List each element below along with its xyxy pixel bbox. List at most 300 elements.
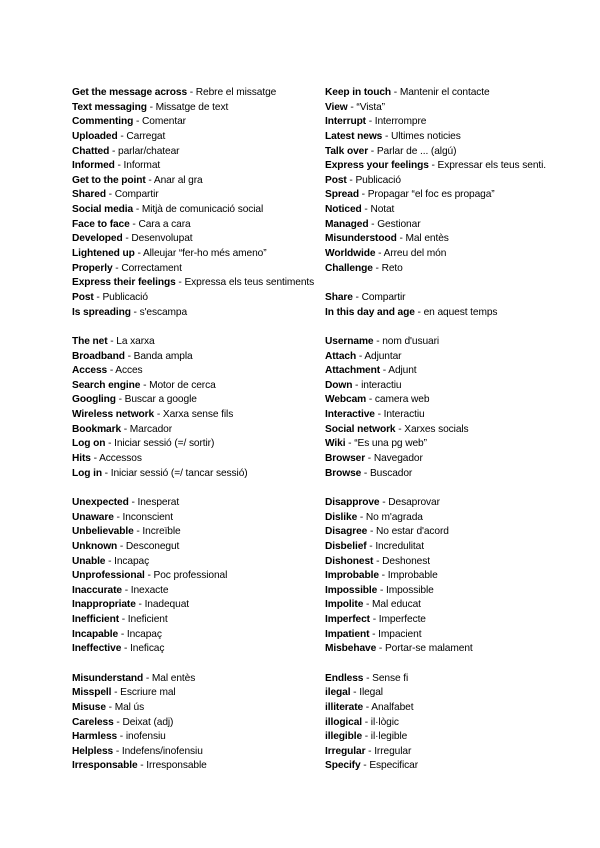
separator: - [154,409,163,421]
vocab-entry [325,291,597,306]
vocab-term: Chatted [72,145,110,157]
vocab-term: Shared [72,189,106,201]
separator: - [377,584,386,596]
separator: - [146,101,156,113]
right-column [325,86,597,789]
vocab-translation: Deshonest [382,555,430,567]
vocab-term: Managed [325,218,369,230]
separator: - [112,262,122,274]
vocab-translation: Desconegut [125,540,180,552]
vocab-translation: Inesperat [137,496,180,508]
vocab-term: Post [72,291,94,303]
separator: - [391,87,400,98]
vocab-entry [325,525,597,540]
vocab-translation: Iniciar sessió (=/ tancar sessió) [110,467,248,479]
separator: - [122,233,132,245]
vocab-term: Disbelief [325,540,367,552]
separator: - [382,130,391,142]
vocab-translation: Xarxes socials [404,423,469,435]
vocab-entry [325,130,597,145]
vocab-term: Interrupt [325,116,366,128]
separator: - [396,233,406,245]
vocab-term: Helpless [72,745,114,757]
separator: - [133,526,143,538]
vocab-translation: Xarxa sense fils [162,409,234,421]
vocab-term: Browse [325,467,362,479]
vocab-translation: Incapaç [114,555,150,567]
vocab-term: Text messaging [72,101,147,113]
separator: - [358,189,368,201]
vocab-term: Impossible [325,584,378,596]
vocab-translation: Ineficient [127,614,168,626]
separator: - [374,409,384,421]
vocab-translation: Ultimes noticies [390,130,461,142]
vocab-entry [325,350,597,365]
vocab-term: Wiki [325,438,346,450]
vocab-translation: Arreu del món [383,248,447,260]
vocab-term: Careless [72,716,114,728]
vocab-translation: Desenvolupat [131,233,193,245]
vocab-translation: Cara a cara [138,218,191,230]
vocab-entry [325,467,597,482]
separator: - [93,291,103,303]
separator: - [175,277,185,289]
vocab-term: Username [325,335,374,347]
vocab-translation: Incapaç [126,628,162,640]
vocab-term: Irregular [325,745,366,757]
vocab-entry [325,159,597,174]
vocab-term: Inefficient [72,614,120,626]
vocab-translation: Informat [123,160,161,172]
vocab-term: Share [325,291,353,303]
vocab-entry [325,306,597,321]
vocab-translation: Notat [370,204,395,216]
vocab-term: Specify [325,760,361,772]
vocab-term: Unknown [72,540,118,552]
vocab-translation: Portar-se malament [384,643,473,655]
vocab-block [325,672,597,774]
vocab-term: Social network [325,423,396,435]
separator: - [113,716,123,728]
vocab-translation: Analfabet [371,701,414,713]
vocab-translation: “Vista” [356,101,385,113]
vocab-term: Browser [325,453,366,465]
vocab-entry [325,232,597,247]
separator: - [428,160,438,172]
vocab-term: Properly [72,262,113,274]
vocab-translation: Propagar “el foc es propaga” [367,189,495,201]
vocab-entry [325,408,597,423]
vocab-translation: Carregat [126,130,166,142]
separator: - [130,306,140,318]
separator: - [134,248,143,260]
separator: - [113,511,123,523]
vocab-entry [325,364,597,379]
vocab-translation: Mitjà de comunicació social [141,204,264,216]
vocab-entry [325,145,597,160]
vocab-entry [325,701,597,716]
vocab-term: In this day and age [325,306,415,318]
vocab-entry [325,276,597,291]
vocab-block [325,86,597,320]
separator: - [121,423,130,435]
vocab-term: Dislike [325,511,358,523]
separator: - [90,453,100,465]
separator: - [372,262,382,274]
vocab-term: Latest news [325,130,383,142]
vocab-term: Broadband [72,350,125,362]
vocab-term: Get the message across [72,87,188,98]
vocab-translation: Interrompre [374,116,427,128]
vocab-term: The net [72,335,108,347]
vocab-entry [325,423,597,438]
vocab-translation: Iniciar sessió (=/ sortir) [114,438,215,450]
separator: - [363,701,372,713]
vocab-entry [325,174,597,189]
vocab-term: Misunderstand [72,672,144,684]
vocab-translation: Inexacte [130,584,169,596]
vocab-translation: Impacient [378,628,422,640]
vocab-translation: Increïble [142,526,181,538]
separator: - [352,291,362,303]
separator: - [366,394,375,406]
vocab-translation: Acces [115,365,143,377]
vocab-translation: Sense fi [372,672,409,684]
vocab-entry [325,642,597,657]
vocab-translation: Deixat (adj) [122,716,174,728]
vocab-translation: Reto [381,262,403,274]
separator: - [363,672,373,684]
vocab-entry [325,86,597,101]
vocab-translation: Marcador [129,423,173,435]
separator: - [365,116,375,128]
separator: - [414,306,424,318]
vocab-term: Ineffective [72,643,122,655]
separator: - [368,218,378,230]
vocab-entry [325,613,597,628]
vocab-translation: Mal entès [151,672,196,684]
vocab-term: Unbelievable [72,526,134,538]
vocab-term: Misunderstood [325,233,397,245]
vocab-term: Irresponsable [72,760,138,772]
vocab-entry [325,511,597,526]
separator: - [119,614,128,626]
vocab-translation: Impossible [385,584,434,596]
vocab-translation: Adjunt [388,365,417,377]
vocab-term: Webcam [325,394,367,406]
vocab-translation: parlar/chatear [118,145,180,157]
separator: - [376,643,385,655]
vocab-entry [325,716,597,731]
vocab-translation: il·lògic [370,716,399,728]
vocab-term: Log in [72,467,102,479]
vocab-term: Improbable [325,570,379,582]
vocab-entry [325,730,597,745]
separator: - [105,438,115,450]
separator: - [379,496,389,508]
vocab-entry [325,745,597,760]
vocab-entry [325,598,597,613]
vocab-translation: La xarxa [116,335,155,347]
vocab-translation: Comentar [142,116,186,128]
vocab-term: Keep in touch [325,87,392,98]
vocab-translation: nom d'usuari [382,335,440,347]
vocab-translation: Escriure mal [120,687,176,699]
vocab-term: Interactive [325,409,375,421]
vocab-translation: Desaprovar [388,496,440,508]
vocab-translation: Rebre el missatge [195,87,277,98]
vocab-term: Unprofessional [72,570,145,582]
vocab-term: Inaccurate [72,584,122,596]
separator: - [356,350,365,362]
vocab-entry [325,335,597,350]
vocab-translation: inofensiu [125,731,166,743]
vocab-translation: Mal educat [372,599,421,611]
separator: - [105,701,115,713]
separator: - [347,101,357,113]
vocab-entry [325,569,597,584]
vocab-term: Post [325,174,347,186]
vocab-entry [325,115,597,130]
separator: - [395,423,405,435]
separator: - [133,116,143,128]
separator: - [114,160,124,172]
separator: - [369,614,379,626]
vocab-term: Googling [72,394,116,406]
vocab-translation: Irresponsable [146,760,207,772]
vocab-translation: Alleujar “fer-ho més ameno” [142,248,267,260]
vocab-translation: Publicació [102,291,148,303]
vocab-entry [325,101,597,116]
separator: - [117,540,126,552]
vocab-translation: Compartir [361,291,406,303]
vocab-translation: Anar al gra [153,174,203,186]
vocab-term: Misuse [72,701,106,713]
vocab-translation: Navegador [373,453,423,465]
separator: - [380,365,389,377]
vocab-entry [325,540,597,555]
separator: - [117,130,127,142]
vocab-translation: Interactiu [383,409,425,421]
vocab-entry [325,686,597,701]
vocab-term: illiterate [325,701,364,713]
vocab-translation: Poc professional [153,570,228,582]
vocab-translation: Mal entès [405,233,449,245]
vocab-translation: Mantenir el contacte [399,87,490,98]
vocab-entry [325,203,597,218]
separator: - [140,379,150,391]
vocab-term: View [325,101,348,113]
separator: - [369,628,379,640]
vocab-term: Down [325,379,353,391]
vocab-entry [325,555,597,570]
vocab-term: Unable [72,555,106,567]
vocab-translation: Missatge de text [155,101,229,113]
vocab-term: Dishonest [325,555,374,567]
vocab-translation: Especificar [369,760,419,772]
vocab-term: Inappropriate [72,599,136,611]
vocab-term: Worldwide [325,248,376,260]
separator: - [361,204,371,216]
vocab-entry [325,393,597,408]
vocab-entry [325,496,597,511]
vocab-term: Misbehave [325,643,377,655]
separator: - [117,731,126,743]
vocab-term: Impolite [325,599,364,611]
vocab-term: Attach [325,350,357,362]
vocab-term: Is spreading [72,306,131,318]
separator: - [143,672,152,684]
vocab-term: Social media [72,204,134,216]
separator: - [144,570,154,582]
vocab-entry [325,672,597,687]
vocab-translation: Buscar a google [124,394,197,406]
vocab-translation: Indefens/inofensiu [121,745,203,757]
separator: - [111,687,121,699]
vocab-entry [325,452,597,467]
vocab-term: ilegal [325,687,351,699]
vocab-translation: il·legible [370,731,408,743]
vocab-entry [325,188,597,203]
separator: - [365,745,375,757]
vocab-entry [325,218,597,233]
separator: - [115,394,125,406]
vocab-term: Lightened up [72,248,135,260]
vocab-translation: Ineficaç [130,643,165,655]
separator: - [365,453,374,465]
vocab-translation: Ilegal [359,687,383,699]
vocab-entry [325,437,597,452]
vocab-entry [325,379,597,394]
separator: - [373,335,383,347]
separator: - [187,87,196,98]
separator: - [378,570,388,582]
separator: - [145,174,154,186]
separator: - [129,218,139,230]
vocab-translation: Publicació [355,174,401,186]
separator: - [121,584,131,596]
separator: - [362,731,371,743]
vocab-translation: Expressa els teus sentiments [184,277,315,289]
vocab-term: Log on [72,438,106,450]
vocab-term: Disapprove [325,496,380,508]
vocab-term: Spread [325,189,359,201]
separator: - [101,467,111,479]
separator: - [105,555,115,567]
separator: - [357,511,366,523]
separator: - [361,467,370,479]
vocab-entry [325,262,597,277]
vocab-term: Bookmark [72,423,122,435]
separator: - [346,174,356,186]
vocab-term: Attachment [325,365,381,377]
vocab-term: Wireless network [72,409,155,421]
vocab-term: Unexpected [72,496,129,508]
vocab-term: Get to the point [72,174,146,186]
separator: - [107,335,117,347]
vocab-translation: Parlar de ... (algú) [376,145,457,157]
separator: - [366,540,376,552]
separator: - [375,248,384,260]
vocab-term: Developed [72,233,123,245]
vocab-translation: Inadequat [144,599,189,611]
separator: - [107,365,116,377]
vocab-translation: Gestionar [377,218,421,230]
vocab-translation: No m'agrada [365,511,423,523]
vocab-term: Search engine [72,379,141,391]
separator: - [373,555,383,567]
separator: - [363,599,373,611]
vocab-translation: Imperfecte [378,614,426,626]
separator: - [345,438,355,450]
vocab-translation: Incredulitat [375,540,424,552]
separator: - [118,628,127,640]
separator: - [105,189,115,201]
separator: - [135,599,145,611]
vocab-term: Impatient [325,628,370,640]
vocab-term: Endless [325,672,364,684]
vocab-translation: Accessos [99,453,142,465]
vocab-translation: en aquest temps [423,306,498,318]
vocab-term: illegible [325,731,363,743]
separator: - [352,379,362,391]
vocab-translation: Mal ús [114,701,145,713]
vocab-translation: Improbable [387,570,438,582]
vocab-term: Express their feelings [72,277,176,289]
separator: - [360,760,370,772]
vocab-translation: Irregular [374,745,412,757]
vocab-term: Noticed [325,204,362,216]
separator: - [109,145,118,157]
vocab-translation: No estar d'acord [376,526,449,538]
vocab-translation: Adjuntar [364,350,402,362]
vocab-translation: Buscador [369,467,413,479]
vocab-translation: Correctament [121,262,182,274]
vocab-term: illogical [325,716,363,728]
vocab-term: Commenting [72,116,134,128]
vocab-translation: Compartir [114,189,159,201]
vocab-entry [325,584,597,599]
vocab-entry [325,247,597,262]
separator: - [368,145,377,157]
vocab-translation: interactiu [361,379,402,391]
vocab-translation: Inconscient [122,511,173,523]
separator: - [121,643,131,655]
vocab-term: Harmless [72,731,118,743]
vocab-block [325,496,597,657]
separator: - [137,760,147,772]
vocab-translation: s'escampa [139,306,188,318]
vocab-term: Talk over [325,145,369,157]
vocab-term: Unaware [72,511,114,523]
vocab-term: Access [72,365,108,377]
separator: - [350,687,360,699]
vocab-term: Challenge [325,262,373,274]
vocab-entry [325,759,597,774]
vocab-term: Incapable [72,628,119,640]
vocab-translation: Motor de cerca [149,379,216,391]
vocab-translation: Banda ampla [133,350,193,362]
vocab-term: Face to face [72,218,130,230]
vocab-translation: “Es una pg web” [354,438,427,450]
vocab-block [325,335,597,481]
vocab-term: Misspell [72,687,112,699]
separator: - [362,716,371,728]
separator: - [133,204,142,216]
separator: - [124,350,134,362]
vocab-term: Hits [72,453,91,465]
separator: - [128,496,138,508]
